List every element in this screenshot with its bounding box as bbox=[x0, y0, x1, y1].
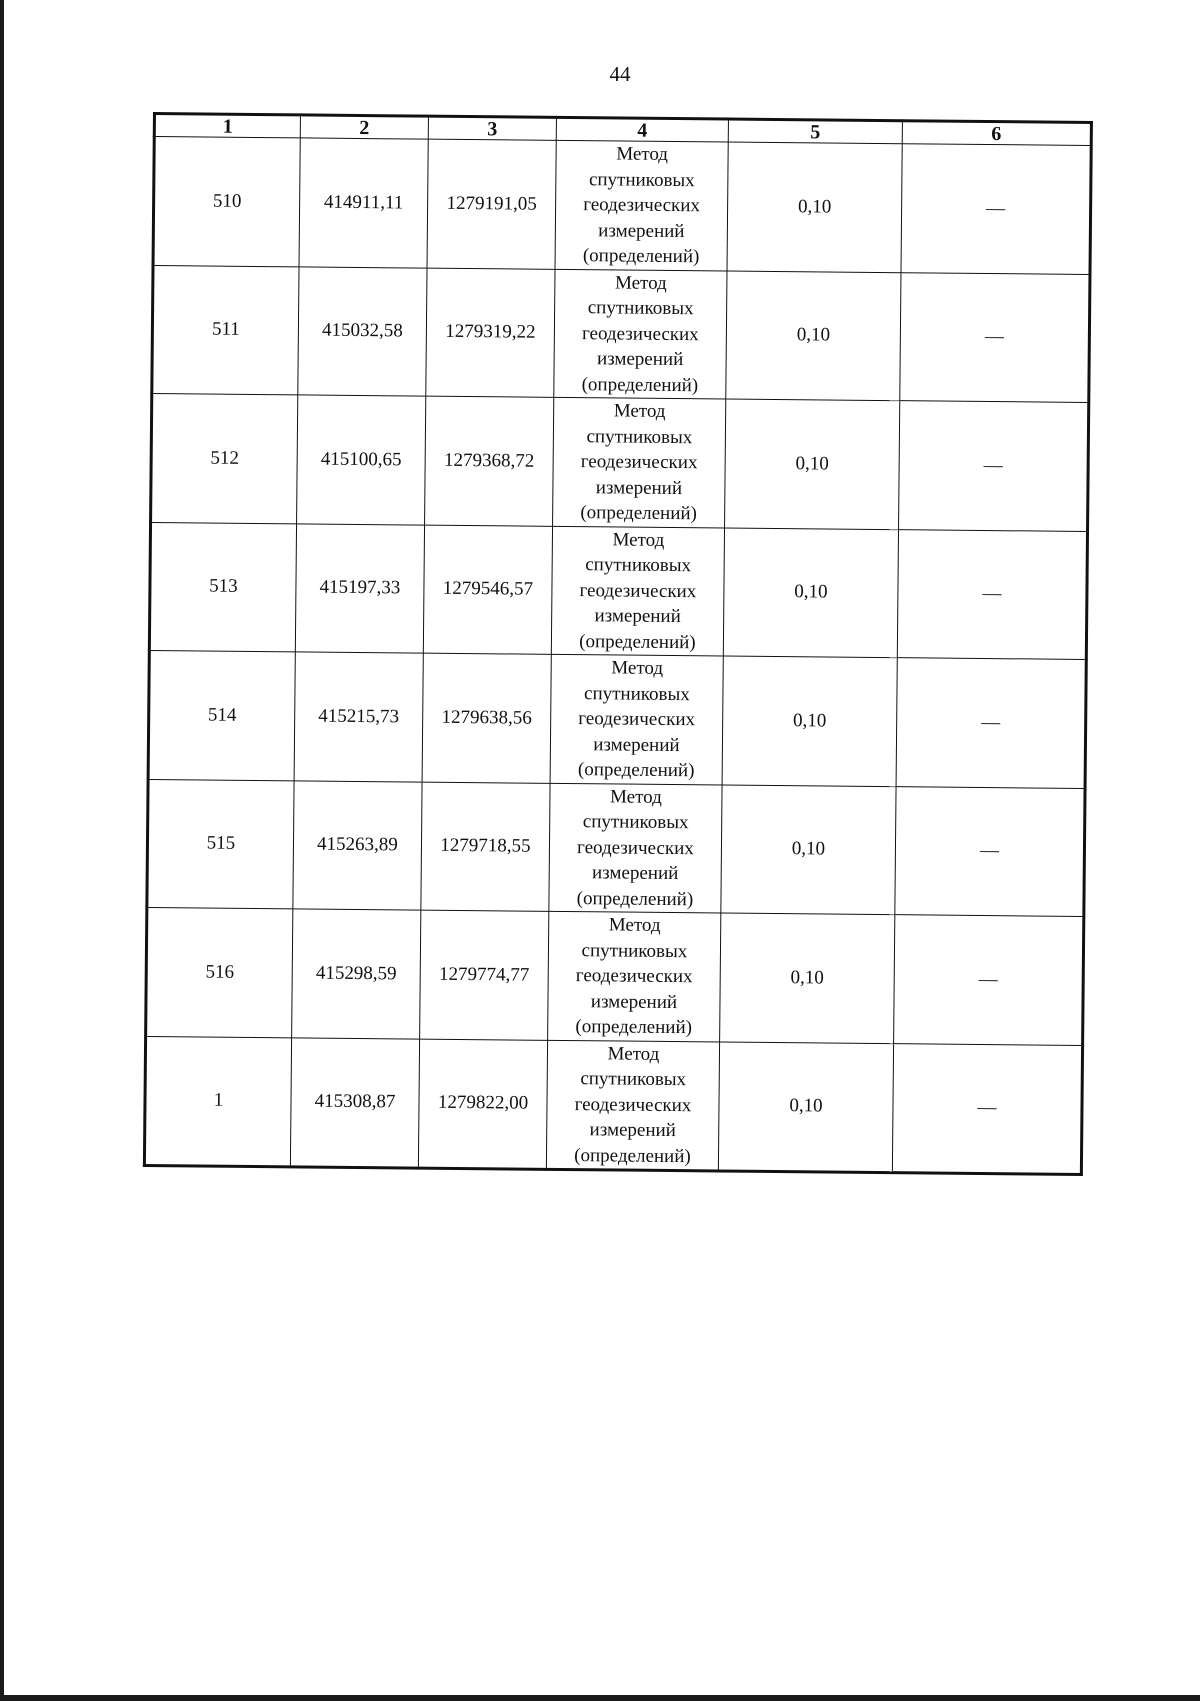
method-line: (определений) bbox=[579, 630, 696, 653]
method-line: (определений) bbox=[574, 1144, 691, 1167]
method-cell bbox=[551, 526, 724, 656]
method-line: измерений bbox=[598, 219, 685, 242]
point-number-cell: 1 bbox=[144, 1036, 291, 1167]
column-header-1: 1 bbox=[154, 114, 300, 138]
method-line: геодезических bbox=[574, 1093, 692, 1116]
table-row bbox=[147, 779, 1085, 916]
method-line: Метод bbox=[616, 143, 669, 165]
method-line: Метод bbox=[609, 785, 662, 808]
accuracy-cell: 0,10 bbox=[723, 528, 898, 658]
method-cell bbox=[555, 140, 728, 270]
method-line: спутниковых bbox=[586, 425, 693, 448]
scan-edge-left bbox=[0, 0, 4, 1701]
column-header-3: 3 bbox=[428, 116, 556, 140]
y-coordinate-cell: 1279368,72 bbox=[425, 396, 554, 526]
method-line: измерений bbox=[593, 733, 680, 756]
method-line: спутниковых bbox=[583, 682, 690, 705]
column-header-5: 5 bbox=[728, 119, 902, 144]
method-cell bbox=[554, 269, 727, 399]
method-line: измерений bbox=[596, 348, 684, 371]
y-coordinate-cell: 1279191,05 bbox=[427, 139, 556, 269]
page-number: 44 bbox=[609, 62, 631, 86]
x-coordinate-cell: 415100,65 bbox=[297, 395, 426, 525]
note-cell: — bbox=[900, 272, 1090, 402]
accuracy-cell: 0,10 bbox=[720, 913, 895, 1043]
note-cell: — bbox=[901, 144, 1091, 274]
method-line: измерений bbox=[590, 990, 678, 1013]
note-cell: — bbox=[897, 529, 1087, 659]
method-line: Метод bbox=[607, 1042, 660, 1065]
method-line: спутниковых bbox=[581, 939, 688, 962]
method-line: спутниковых bbox=[585, 554, 692, 577]
method-line: (определений) bbox=[577, 759, 695, 782]
table-row bbox=[146, 907, 1084, 1044]
table-row bbox=[152, 265, 1090, 402]
method-line: спутниковых bbox=[587, 297, 694, 320]
method-line: Метод bbox=[614, 271, 667, 294]
method-line: геодезических bbox=[575, 965, 693, 988]
method-line: геодезических bbox=[580, 451, 698, 474]
method-line: (определений) bbox=[580, 502, 698, 525]
method-line: геодезических bbox=[583, 194, 701, 217]
accuracy-cell: 0,10 bbox=[722, 656, 897, 786]
point-number-cell: 513 bbox=[149, 522, 296, 652]
x-coordinate-cell: 415197,33 bbox=[295, 523, 424, 653]
note-cell: — bbox=[899, 401, 1089, 531]
table-row bbox=[148, 650, 1086, 787]
point-number-cell: 511 bbox=[152, 265, 299, 395]
method-line: измерений bbox=[594, 605, 681, 628]
method-line: геодезических bbox=[576, 836, 694, 859]
table-row bbox=[151, 394, 1089, 531]
method-line: измерений bbox=[589, 1119, 677, 1142]
method-line: спутниковых bbox=[582, 811, 689, 834]
y-coordinate-cell: 1279718,55 bbox=[421, 782, 550, 912]
x-coordinate-cell: 415215,73 bbox=[294, 652, 423, 782]
method-line: Метод bbox=[611, 657, 664, 679]
method-line: спутниковых bbox=[580, 1068, 687, 1091]
method-line: измерений bbox=[591, 862, 679, 885]
y-coordinate-cell: 1279319,22 bbox=[426, 268, 555, 398]
column-header-6: 6 bbox=[902, 121, 1091, 146]
y-coordinate-cell: 1279774,77 bbox=[420, 910, 549, 1040]
method-line: (определений) bbox=[576, 887, 694, 910]
y-coordinate-cell: 1279546,57 bbox=[423, 525, 552, 655]
method-cell bbox=[549, 783, 722, 913]
accuracy-cell: 0,10 bbox=[727, 142, 902, 272]
method-cell bbox=[550, 654, 723, 784]
method-line: геодезических bbox=[578, 708, 696, 731]
x-coordinate-cell: 415263,89 bbox=[293, 780, 422, 910]
method-line: Метод bbox=[613, 400, 666, 422]
coordinates-table bbox=[143, 112, 1093, 1176]
method-line: спутниковых bbox=[588, 168, 695, 191]
scan-edge-bottom bbox=[0, 1695, 1200, 1701]
method-cell bbox=[548, 911, 721, 1041]
accuracy-cell: 0,10 bbox=[726, 271, 901, 401]
table-row bbox=[153, 137, 1091, 274]
x-coordinate-cell: 415308,87 bbox=[290, 1037, 419, 1168]
x-coordinate-cell: 414911,11 bbox=[299, 138, 428, 268]
accuracy-cell: 0,10 bbox=[718, 1041, 893, 1172]
y-coordinate-cell: 1279822,00 bbox=[418, 1039, 547, 1170]
point-number-cell: 510 bbox=[153, 137, 300, 267]
method-cell bbox=[546, 1040, 719, 1171]
method-line: (определений) bbox=[575, 1016, 693, 1039]
y-coordinate-cell: 1279638,56 bbox=[422, 653, 551, 783]
note-cell: — bbox=[894, 915, 1084, 1045]
method-line: геодезических bbox=[581, 322, 699, 345]
method-line: Метод bbox=[608, 914, 661, 936]
point-number-cell: 514 bbox=[148, 650, 295, 780]
method-line: (определений) bbox=[581, 373, 699, 396]
x-coordinate-cell: 415298,59 bbox=[292, 909, 421, 1039]
accuracy-cell: 0,10 bbox=[725, 399, 900, 529]
table-row bbox=[149, 522, 1087, 659]
method-line: (определений) bbox=[582, 245, 700, 268]
point-number-cell: 512 bbox=[151, 394, 298, 524]
method-line: измерений bbox=[595, 476, 683, 499]
method-cell bbox=[553, 397, 726, 527]
note-cell: — bbox=[895, 786, 1085, 916]
note-cell: — bbox=[896, 658, 1086, 788]
column-header-4: 4 bbox=[556, 117, 728, 142]
table-row bbox=[144, 1036, 1082, 1174]
method-line: Метод bbox=[612, 528, 665, 551]
accuracy-cell: 0,10 bbox=[721, 784, 896, 914]
column-header-2: 2 bbox=[300, 115, 428, 139]
point-number-cell: 516 bbox=[146, 907, 293, 1037]
x-coordinate-cell: 415032,58 bbox=[298, 266, 427, 396]
point-number-cell: 515 bbox=[147, 779, 294, 909]
note-cell: — bbox=[892, 1043, 1082, 1174]
method-line: геодезических bbox=[579, 579, 697, 602]
